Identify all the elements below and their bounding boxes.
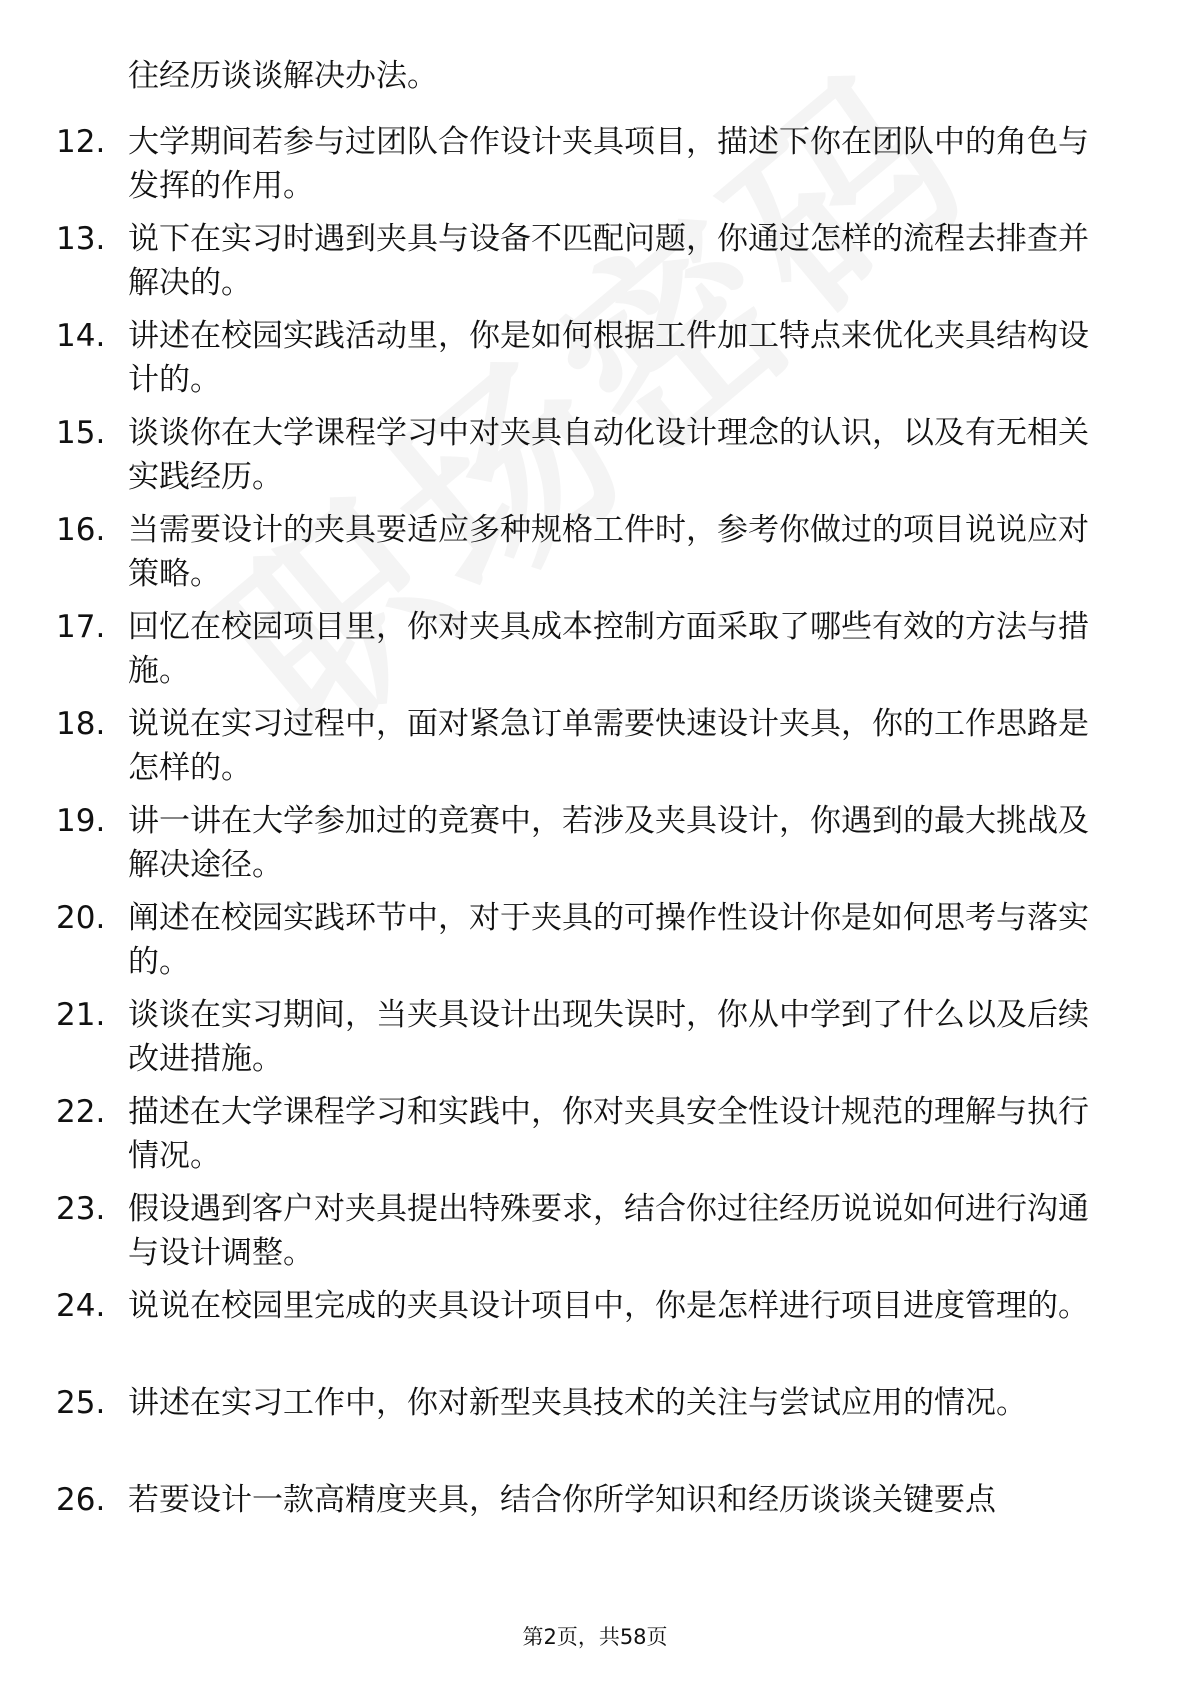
question-text: 讲一讲在大学参加过的竞赛中，若涉及夹具设计，你遇到的最大挑战及解决途径。 [128,803,1089,883]
question-text: 假设遇到客户对夹具提出特殊要求，结合你过往经历说说如何进行沟通与设计调整。 [128,1191,1089,1271]
question-number: 12. [56,124,106,160]
question-number: 26. [56,1482,106,1518]
question-text: 说说在实习过程中，面对紧急订单需要快速设计夹具，你的工作思路是怎样的。 [128,706,1089,786]
question-number: 24. [56,1288,106,1324]
list-item [0,605,1190,702]
list-item [0,1090,1190,1187]
question-text: 说下在实习时遇到夹具与设备不匹配问题，你通过怎样的流程去排查并解决的。 [128,221,1089,301]
list-item [0,799,1190,896]
list-item [0,896,1190,993]
question-text: 若要设计一款高精度夹具，结合你所学知识和经历谈谈关键要点 [128,1482,996,1518]
list-item [0,1381,1190,1478]
question-text: 回忆在校园项目里，你对夹具成本控制方面采取了哪些有效的方法与措施。 [128,609,1089,689]
page-footer: 第2页，共58页 [522,1625,668,1649]
question-number: 20. [56,900,106,936]
question-number: 23. [56,1191,106,1227]
list-item [0,993,1190,1090]
question-number: 15. [56,415,106,451]
question-text: 讲述在校园实践活动里，你是如何根据工件加工特点来优化夹具结构设计的。 [128,318,1089,398]
question-number: 18. [56,706,106,742]
question-text: 讲述在实习工作中，你对新型夹具技术的关注与尝试应用的情况。 [128,1385,1027,1421]
question-text: 说说在校园里完成的夹具设计项目中，你是怎样进行项目进度管理的。 [128,1288,1089,1324]
question-number: 14. [56,318,106,354]
list-item [0,314,1190,411]
list-item [0,217,1190,314]
question-number: 22. [56,1094,106,1130]
question-number: 16. [56,512,106,548]
question-text: 阐述在校园实践环节中，对于夹具的可操作性设计你是如何思考与落实的。 [128,900,1089,980]
list-item [0,1284,1190,1381]
list-item [0,1187,1190,1284]
continued-question-text: 往经历谈谈解决办法。 [128,58,438,94]
question-number: 19. [56,803,106,839]
list-item [0,702,1190,799]
question-text: 描述在大学课程学习和实践中，你对夹具安全性设计规范的理解与执行情况。 [128,1094,1089,1174]
list-item [0,1478,1190,1575]
list-item [0,411,1190,508]
question-text: 当需要设计的夹具要适应多种规格工件时，参考你做过的项目说说应对策略。 [128,512,1089,592]
question-list [0,120,1190,1575]
question-number: 25. [56,1385,106,1421]
question-text: 谈谈你在大学课程学习中对夹具自动化设计理念的认识，以及有无相关实践经历。 [128,415,1089,495]
question-number: 21. [56,997,106,1033]
list-item [0,120,1190,217]
list-item [0,508,1190,605]
question-text: 大学期间若参与过团队合作设计夹具项目，描述下你在团队中的角色与发挥的作用。 [128,124,1089,204]
question-number: 17. [56,609,106,645]
question-text: 谈谈在实习期间，当夹具设计出现失误时，你从中学到了什么以及后续改进措施。 [128,997,1089,1077]
question-number: 13. [56,221,106,257]
